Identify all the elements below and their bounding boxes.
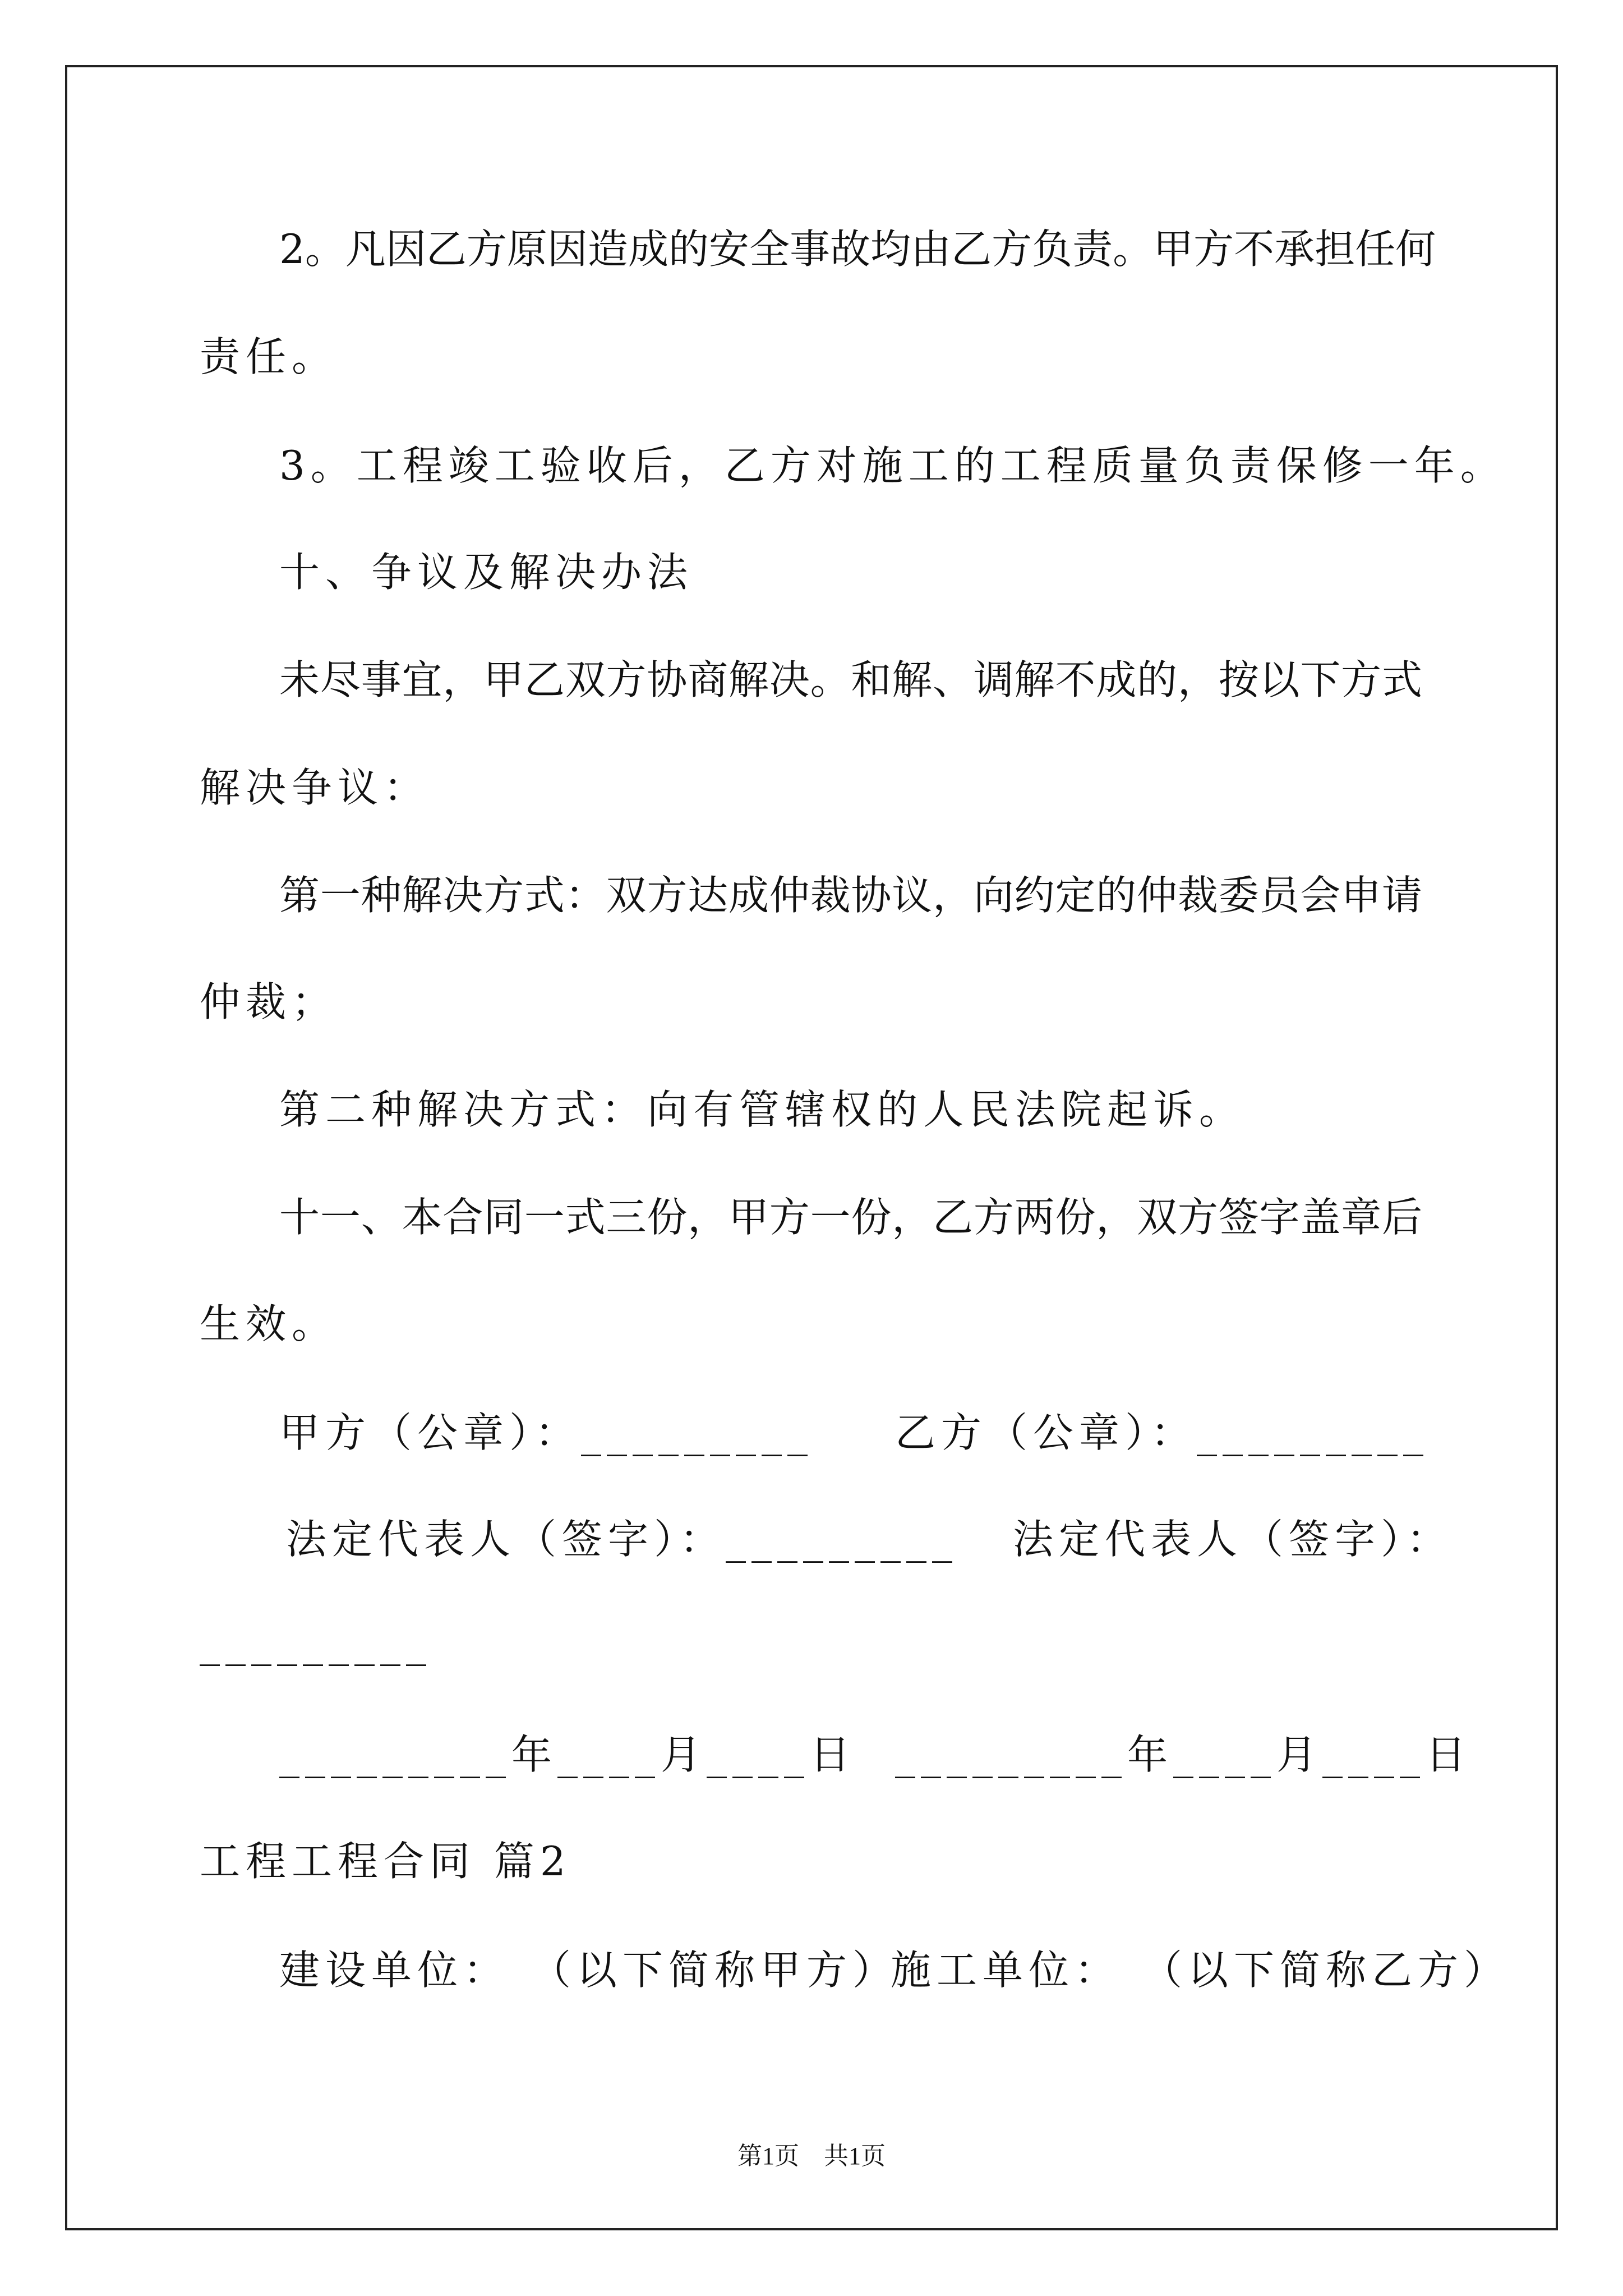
method-1-line-2: 仲裁； [200, 978, 338, 1025]
contractor-unit-note: （以下简称乙方） [1142, 1947, 1510, 1994]
clause-9-2-line-1: 2 。 凡 因 乙 方 原 因 造 成 的 安 全 事 故 均 由 乙 方 负 责 。 甲 方 不 承 担 任 何 [279, 226, 1436, 273]
party-a-date: _________年____月____日 [279, 1731, 856, 1778]
section-10-para-line-1: 未 尽 事 宜 ， 甲 乙 双 方 协 商 解 决 。 和 解 、 调 解 不 成 的 ， 按 以 下 方 式 [279, 656, 1422, 703]
page-number: 第1页 共1页 [737, 2142, 886, 2170]
section-10-para-line-2: 解决争议： [200, 764, 430, 811]
section-11-line-2: 生效。 [200, 1300, 338, 1347]
party-b-representative-blank: _________ [200, 1619, 432, 1666]
party-b-representative: 法定代表人（签字）： [1013, 1516, 1453, 1563]
clause-9-2-line-2: 责任。 [200, 333, 338, 380]
section-11-line-1: 十 一 、 本 合 同 一 式 三 份 ， 甲 方 一 份 ， 乙 方 两 份 ， 双 方 签 字 盖 章 后 [279, 1194, 1422, 1241]
method-1-line-1: 第 一 种 解 决 方 式 ： 双 方 达 成 仲 裁 协 议 ， 向 约 定 的 仲 裁 委 员 会 申 请 [279, 872, 1422, 919]
construction-unit-label: 建设单位： [279, 1947, 510, 1994]
party-a-seal: 甲方（公章）：_________ [279, 1409, 814, 1456]
method-2: 第二种解决方式：向有管辖权的人民法院起诉。 [279, 1086, 1246, 1133]
construction-unit-note: （以下简称甲方） [531, 1947, 899, 1994]
contractor-unit-label: 施工单位： [891, 1947, 1121, 1994]
section-10-heading: 十、争议及解决办法 [279, 549, 694, 596]
party-b-seal: 乙方（公章）：_________ [895, 1409, 1430, 1456]
party-a-representative: 法定代表人（签字）：_________ [286, 1516, 958, 1563]
page-border [65, 65, 1558, 2230]
clause-9-3: 3。工程竣工验收后，乙方对施工的工程质量负责保修一年。 [279, 442, 1506, 489]
contract-2-title: 工程工程合同 篇2 [200, 1838, 571, 1885]
party-b-date: _________年____月____日 [895, 1731, 1472, 1778]
